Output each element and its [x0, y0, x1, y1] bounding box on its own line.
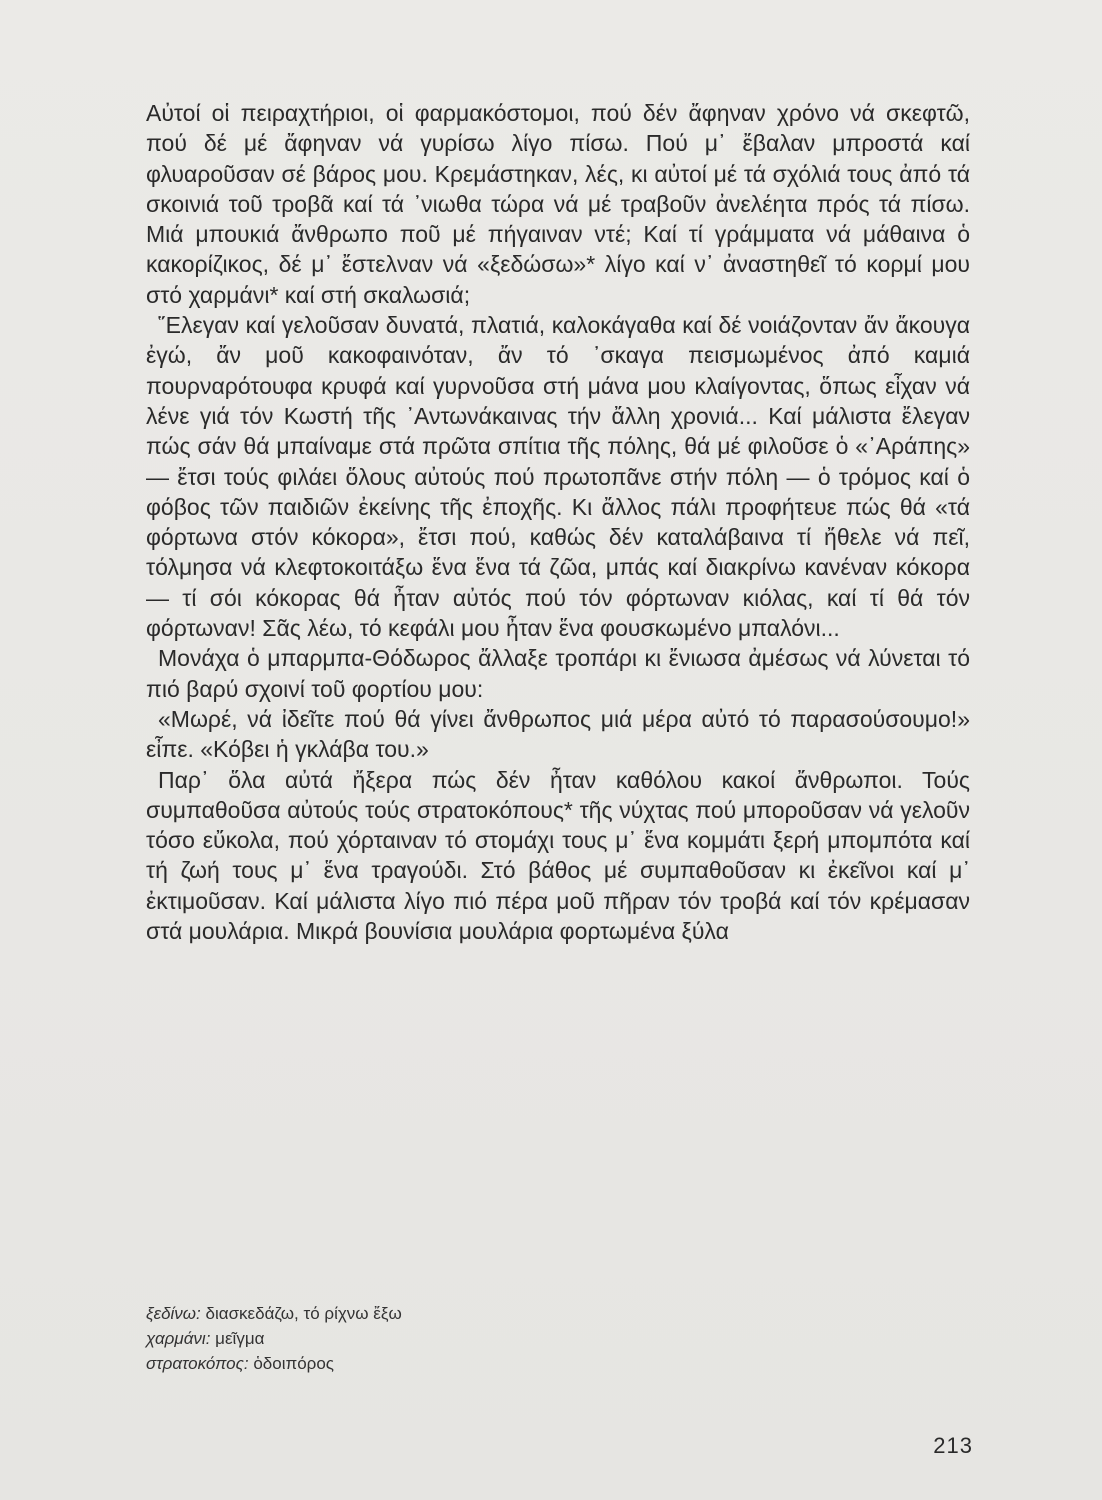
- footnotes: [146, 1301, 646, 1376]
- footnote: [146, 1326, 646, 1351]
- paragraph: Μονάχα ὁ μπαρμπα-Θόδωρος ἄλλαξε τροπάρι κι ἔνιωσα ἀμέσως νά λύνεται τό πιό βαρύ σχοινί τοῦ φορτίου μου:: [146, 645, 970, 702]
- footnote-term: ξεδίνω:: [146, 1304, 201, 1323]
- paragraph: Αὐτοί οἱ πειραχτήριοι, οἱ φαρμακόστομοι, πού δέν ἄφηναν χρόνο νά σκεφτῶ, πού δέ μέ ἄφηναν νά γυρίσω λίγο πίσω. Πού μ᾽ ἔβαλαν μπροστά καί φλυαροῦσαν σέ βάρος μου. Κρεμάστηκαν, λές, κι αὐτοί μέ τά σχόλιά τους ἀπό τά σκοινιά τοῦ τροβᾶ καί τά ᾽νιωθα τώρα νά μέ τραβοῦν ἀνελέητα πρός τά πίσω. Μιά μπουκιά ἄνθρωπο ποῦ μέ πήγαιναν ντέ; Καί τί γράμματα νά μάθαινα ὁ κακορίζικος, δέ μ᾽ ἔστελναν νά «ξεδώσω»* λίγο καί ν᾽ ἀναστηθεῖ τό κορμί μου στό χαρμάνι* καί στή σκαλωσιά;: [146, 100, 970, 308]
- paragraph: «Μωρέ, νά ἰδεῖτε πού θά γίνει ἄνθρωπος μιά μέρα αὐτό τό παρασούσουμο!» εἶπε. «Κόβει ἡ γκλάβα του.»: [146, 705, 970, 763]
- footnote-definition: μεῖγμα: [215, 1329, 265, 1348]
- footnote-definition: διασκεδάζω, τό ρίχνω ἔξω: [205, 1304, 402, 1323]
- main-text: [146, 98, 970, 946]
- page-number: 213: [933, 1433, 973, 1458]
- footnote-term: στρατοκόπος:: [146, 1354, 249, 1373]
- footnote: [146, 1301, 646, 1326]
- footnote-definition: ὁδοιπόρος: [253, 1354, 334, 1373]
- footnote-term: χαρμάνι:: [146, 1329, 211, 1348]
- footnote: [146, 1351, 646, 1376]
- paragraph: Παρ᾽ ὅλα αὐτά ἤξερα πώς δέν ἦταν καθόλου κακοί ἄνθρωποι. Τούς συμπαθοῦσα αὐτούς τούς στρατοκόπους* τῆς νύχτας πού μποροῦσαν νά γελοῦν τόσο εὔκολα, πού χόρταιναν τό στομάχι τους μ᾽ ἕνα κομμάτι ξερή μπομπότα καί τή ζωή τους μ᾽ ἕνα τραγούδι. Στό βάθος μέ συμπαθοῦσαν κι ἐκεῖνοι καί μ᾽ ἐκτιμοῦσαν. Καί μάλιστα λίγο πιό πέρα μοῦ πῆραν τόν τροβά καί τόν κρέμασαν στά μουλάρια. Μικρά βουνίσια μουλάρια φορτωμένα ξύλα: [146, 766, 970, 945]
- paragraph: ῞Ελεγαν καί γελοῦσαν δυνατά, πλατιά, καλοκάγαθα καί δέ νοιάζονταν ἄν ἄκουγα ἐγώ, ἄν μοῦ κακοφαινόταν, ἄν τό ᾽σκαγα πεισμωμένος ἀπό καμιά πουρναρότουφα κρυφά καί γυρνοῦσα στή μάνα μου κλαίγοντας, ὅπως εἶχαν νά λένε γιά τόν Κωστή τῆς ᾽Αντωνάκαινας τήν ἄλλη χρονιά... Καί μάλιστα ἔλεγαν πώς σάν θά μπαίναμε στά πρῶτα σπίτια τῆς πόλης, θά μέ φιλοῦσε ὁ «᾽Αράπης» — ἔτσι τούς φιλάει ὅλους αὐτούς πού πρωτοπᾶνε στήν πόλη — ὁ τρόμος καί ὁ φόβος τῶν παιδιῶν ἐκείνης τῆς ἐποχῆς. Κι ἄλλος πάλι προφήτευε πώς θά «τά φόρτωνα στόν κόκορα», ἔτσι πού, καθώς δέν καταλάβαινα τί ἤθελε νά πεῖ, τόλμησα νά κλεφτοκοιτάξω ἕνα ἕνα τά ζῶα, μπάς καί διακρίνω κανέναν κόκορα — τί σόι κόκορας θά ἦταν αὐτός πού τόν φόρτωναν κιόλας, καί τί θά τόν φόρτωναν! Σᾶς λέω, τό κεφάλι μου ἦταν ἕνα φουσκωμένο μπαλόνι...: [146, 312, 970, 642]
